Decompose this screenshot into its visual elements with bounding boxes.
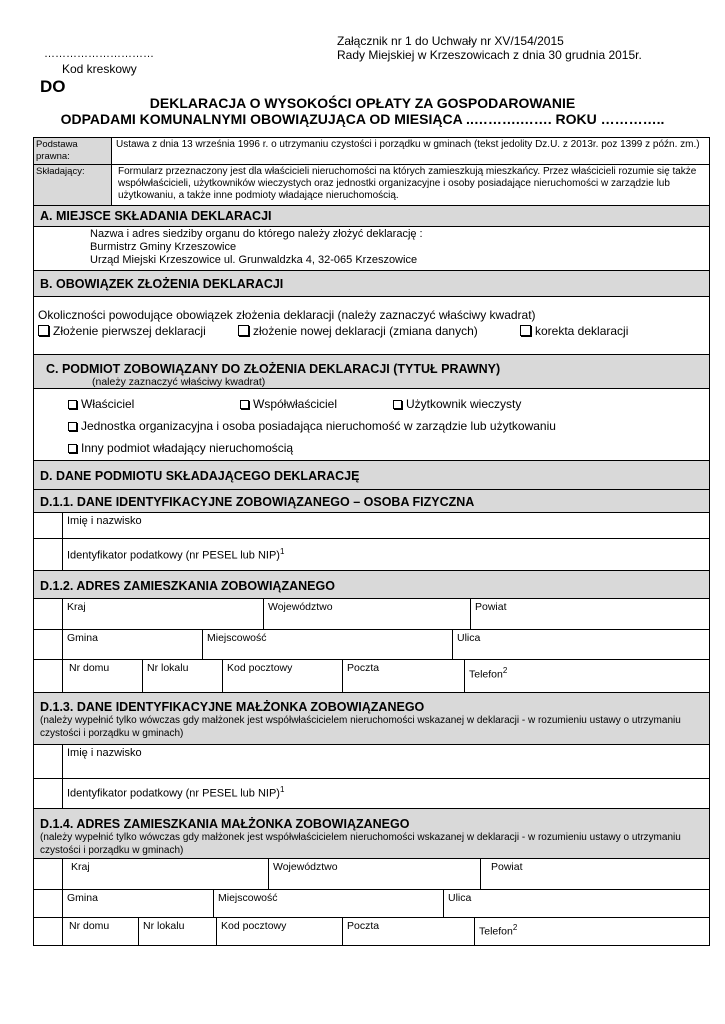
street-field[interactable] [453, 630, 709, 659]
section-c-body [34, 389, 709, 461]
option-correction[interactable] [520, 323, 628, 339]
section-d11-title: D.1.1. DANE IDENTYFIKACYJNE ZOBOWIĄZANEGO – OSOBA FIZYCZNA [40, 495, 475, 509]
option-label: Inny podmiot władający nieruchomością [81, 441, 294, 455]
house-no-label: Nr domu [69, 662, 110, 674]
option-label: złożenie nowej deklaracji (zmiana danych) [253, 324, 478, 338]
option-new-declaration[interactable] [238, 323, 520, 339]
option-label: korekta deklaracji [535, 324, 629, 338]
spouse-house-no-field[interactable] [63, 918, 139, 945]
section-d12-header [34, 571, 709, 599]
basis-label: Podstawa prawna: [34, 138, 112, 164]
flat-no-label: Nr lokalu [147, 662, 189, 674]
spouse-phone-label: Telefon [479, 925, 513, 938]
spouse-country-label: Kraj [71, 861, 90, 873]
name-label: Imię i nazwisko [67, 515, 142, 527]
postcode-field[interactable] [223, 660, 343, 692]
section-a-body [34, 227, 709, 271]
barcode-label: Kod kreskowy [62, 62, 137, 76]
street-label: Ulica [457, 632, 481, 644]
submitter-label: Składający: [34, 165, 112, 205]
section-d-header [34, 461, 709, 490]
section-d-title: D. DANE PODMIOTU SKŁADAJĄCEGO DEKLARACJĘ [40, 469, 360, 483]
house-no-field[interactable] [63, 660, 143, 692]
spouse-post-field[interactable] [343, 918, 475, 945]
section-d13-note: (należy wypełnić tylko wówczas gdy małżonek jest współwłaścicielem nieruchomości wskazanej w deklaracji - w rozumieniu ustawy o utrzymaniu czystości i porządku w gminach) [40, 715, 681, 739]
voivodeship-field[interactable] [264, 599, 471, 629]
section-a-header [34, 206, 709, 227]
post-label: Poczta [347, 662, 380, 674]
checkbox[interactable] [238, 325, 249, 336]
title-line2: ODPADAMI KOMUNALNYMI OBOWIĄZUJĄCA OD MIESIĄCA ..……….……. ROKU ………….. [60, 111, 665, 127]
spouse-flat-no-field[interactable] [139, 918, 217, 945]
spouse-post-label: Poczta [347, 920, 380, 932]
spouse-town-label: Miejscowość [218, 892, 278, 904]
option-perpetual-user[interactable] [393, 393, 521, 415]
spouse-postcode-label: Kod pocztowy [221, 920, 287, 932]
section-c-title: C. PODMIOT ZOBOWIĄZANY DO ZŁOŻENIA DEKLARACJI (TYTUŁ PRAWNY) [46, 362, 501, 376]
footnote-marker: 1 [279, 547, 285, 556]
section-c-subtitle: (należy zaznaczyć właściwy kwadrat) [92, 376, 266, 388]
checkbox[interactable] [68, 444, 77, 453]
spouse-taxid-row [34, 779, 709, 809]
authority-address: Urząd Miejski Krzeszowice ul. Grunwaldzka 4, 32-065 Krzeszowice [90, 254, 418, 266]
checkbox[interactable] [520, 325, 531, 336]
postcode-label: Kod pocztowy [227, 662, 293, 674]
spouse-name-field[interactable] [62, 745, 709, 778]
name-field[interactable] [62, 513, 709, 538]
option-other-entity[interactable] [68, 437, 709, 459]
option-label: Użytkownik wieczysty [406, 397, 522, 411]
footnote-marker: 2 [502, 666, 508, 675]
voivodeship-label: Województwo [268, 601, 333, 613]
spouse-country-field[interactable] [63, 859, 269, 889]
section-d14-note: (należy wypełnić tylko wówczas gdy małżonek jest współwłaścicielem nieruchomości wskazanej w deklaracji - w rozumieniu ustawy o utrzymaniu czystości i porządku w gminach) [40, 832, 681, 856]
commune-field[interactable] [63, 630, 203, 659]
do-label: DO [40, 77, 66, 96]
country-label: Kraj [67, 601, 86, 613]
section-d11-header [34, 490, 709, 513]
taxid-field[interactable] [62, 539, 709, 570]
commune-label: Gmina [67, 632, 98, 644]
attachment-line1: Załącznik nr 1 do Uchwały nr XV/154/2015 [337, 34, 564, 48]
spouse-street-field[interactable] [444, 890, 709, 917]
section-c-header [34, 355, 709, 389]
submitter-text: Formularz przeznaczony jest dla właścicieli nieruchomości na których zamieszkują mieszkańcy. Przez właścicieli rozumie się także współwłaścicieli, użytkowników wieczystych oraz jednostki organizacyjne i osoby posiadające nieruchomości w zarządzie lub użytkowaniu, a także inne podmioty władające nieruchomością. [118, 166, 697, 201]
spouse-street-label: Ulica [448, 892, 472, 904]
attachment-line2: Rady Miejskiej w Krzeszowicach z dnia 30 grudnia 2015r. [337, 48, 642, 62]
taxid-row [34, 539, 709, 571]
option-label: Współwłaściciel [253, 397, 338, 411]
checkbox[interactable] [38, 325, 49, 336]
declaration-form [33, 137, 710, 946]
section-a-title: A. MIEJSCE SKŁADANIA DEKLARACJI [40, 209, 272, 223]
obligation-options [38, 323, 705, 339]
spouse-address-row1 [34, 859, 709, 890]
checkbox[interactable] [240, 400, 249, 409]
spouse-voivodeship-field[interactable] [269, 859, 481, 889]
phone-field[interactable] [465, 660, 709, 692]
obligation-intro: Okoliczności powodujące obowiązek złożenia deklaracji (należy zaznaczyć właściwy kwadrat) [38, 308, 536, 322]
barcode-dots: ………………………… [44, 48, 154, 60]
basis-text: Ustawa z dnia 13 września 1996 r. o utrzymaniu czystości i porządku w gminach (tekst jedolity Dz.U. z 2013r. poz 1399 z późn. zm.) [116, 139, 700, 150]
spouse-name-label: Imię i nazwisko [67, 747, 142, 759]
basis-row [34, 138, 709, 165]
section-b-title: B. OBOWIĄZEK ZŁOŻENIA DEKLARACJI [40, 277, 284, 291]
section-b-header [34, 271, 709, 297]
address-row2 [34, 630, 709, 660]
district-field[interactable] [471, 599, 709, 629]
section-d13-title: D.1.3. DANE IDENTYFIKACYJNE MAŁŻONKA ZOBOWIĄZANEGO [40, 700, 425, 714]
submitter-row [34, 165, 709, 206]
spouse-commune-label: Gmina [67, 892, 98, 904]
district-label: Powiat [475, 601, 507, 613]
town-label: Miejscowość [207, 632, 267, 644]
spouse-taxid-label: Identyfikator podatkowy (nr PESEL lub NIP) [67, 787, 280, 800]
spouse-name-row [34, 745, 709, 779]
spouse-postcode-field[interactable] [217, 918, 343, 945]
address-row1 [34, 599, 709, 630]
checkbox[interactable] [68, 422, 77, 431]
section-d14-title: D.1.4. ADRES ZAMIESZKANIA MAŁŻONKA ZOBOWIĄZANEGO [40, 817, 410, 831]
footnote-marker: 1 [279, 785, 285, 794]
authority-intro: Nazwa i adres siedziby organu do którego należy złożyć deklarację : [90, 228, 423, 240]
spouse-district-label: Powiat [491, 861, 523, 873]
section-d13-header [34, 693, 709, 745]
footnote-marker: 2 [512, 923, 518, 932]
town-field[interactable] [203, 630, 453, 659]
spouse-town-field[interactable] [214, 890, 444, 917]
option-first-declaration[interactable] [38, 323, 238, 339]
spouse-district-field[interactable] [481, 859, 709, 889]
title-options-row1 [68, 393, 709, 415]
spouse-commune-field[interactable] [63, 890, 214, 917]
option-label: Właściciel [81, 397, 135, 411]
flat-no-field[interactable] [143, 660, 223, 692]
spouse-taxid-field[interactable] [62, 779, 709, 808]
checkbox[interactable] [68, 400, 77, 409]
section-d14-header [34, 809, 709, 859]
country-field[interactable] [63, 599, 264, 629]
spouse-address-row3 [34, 918, 709, 945]
spouse-voivodeship-label: Województwo [273, 861, 338, 873]
spouse-address-row2 [34, 890, 709, 918]
title-line1: DEKLARACJA O WYSOKOŚCI OPŁATY ZA GOSPODAROWANIE [149, 95, 576, 111]
name-row [34, 513, 709, 539]
option-organizational-unit[interactable] [68, 415, 709, 437]
section-b-body [34, 297, 709, 355]
spouse-flat-no-label: Nr lokalu [143, 920, 185, 932]
taxid-label: Identyfikator podatkowy (nr PESEL lub NIP) [67, 549, 280, 562]
checkbox[interactable] [393, 400, 402, 409]
option-co-owner[interactable] [240, 393, 393, 415]
option-label: Złożenie pierwszej deklaracji [53, 324, 206, 338]
section-d12-title: D.1.2. ADRES ZAMIESZKANIA ZOBOWIĄZANEGO [40, 579, 335, 593]
authority-name: Burmistrz Gminy Krzeszowice [90, 241, 237, 253]
attachment-note [337, 34, 642, 62]
declaration-title [0, 95, 725, 127]
option-owner[interactable] [68, 393, 240, 415]
address-row3 [34, 660, 709, 693]
post-field[interactable] [343, 660, 465, 692]
phone-label: Telefon [469, 668, 503, 681]
spouse-house-no-label: Nr domu [69, 920, 110, 932]
option-label: Jednostka organizacyjna i osoba posiadająca nieruchomość w zarządzie lub użytkowaniu [81, 419, 556, 433]
spouse-phone-field[interactable] [475, 918, 709, 945]
